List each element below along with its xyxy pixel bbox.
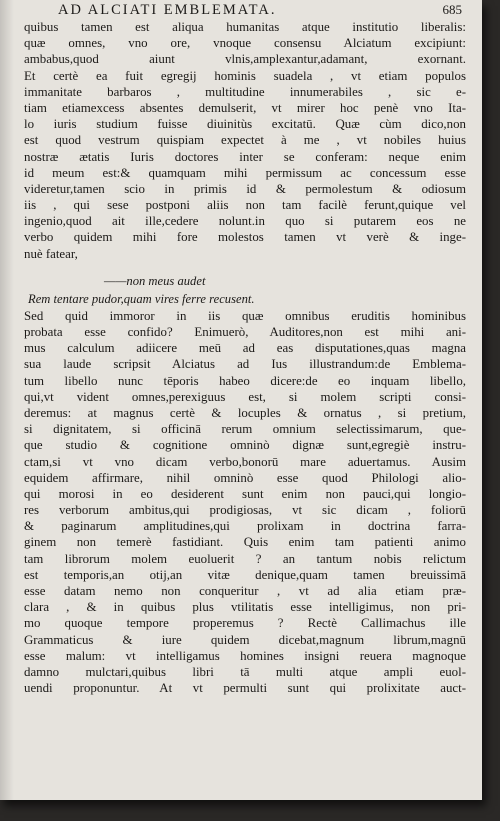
text-line: & paginarum amplitudines,qui prolixam in doctrina farra-	[24, 519, 466, 534]
body-text	[24, 19, 466, 696]
text-line: lo iuris studium fuisse diuinitùs excitatū. Quæ cùm dico,non	[24, 117, 466, 132]
text-line: mo quoque tempore properemus ? Rectè Callimachus ille	[24, 616, 466, 631]
quote-line-2: Rem tentare pudor,quam vires ferre recusent.	[28, 291, 255, 306]
text-line: tum libello nunc tēporis habeo dicere:de eo inquam libello,	[24, 373, 466, 388]
text-line: tam librorum molem euoluerit ? an tantum nobis relictum	[24, 551, 466, 566]
text-line: Sed quid immoror in iis quæ omnibus eruditis hominibus	[24, 308, 466, 323]
text-line: ambabus,quod aiunt vlnis,amplexantur,adamant, exornant.	[24, 52, 466, 67]
text-line: immanitate barbaros , multitudine innumerabiles , sic e-	[24, 84, 466, 99]
text-line: deremus: at magnus certè & locuples & ornatus , si pretium,	[24, 405, 466, 420]
text-line: est temporis,an otij,an vitæ denique,quam tamen breuissimā	[24, 567, 466, 582]
page-number: 685	[442, 2, 462, 17]
text-line: esse malum: vt intelligamus homines insigni reuera magnoque	[24, 648, 466, 663]
text-line: nuè fatear,	[24, 246, 78, 261]
text-line: Et certè ea fuit egregij hominis suadela , vt etiam populos	[24, 68, 466, 83]
text-line: quæ omnes, vno ore, vnoque consensu Alciatum excipiunt:	[24, 36, 466, 51]
text-line: probata esse confido? Enimuerò, Auditores,non est mihi ani-	[24, 325, 466, 339]
text-line: uendi proponuntur. At vt permulti sunt qui prolixitate auct-	[24, 681, 466, 696]
text-line: iis , qui sese postponi aliis non tam facilè ferunt,quique vel	[24, 198, 466, 213]
quote-line-1: ——non meus audet	[104, 273, 206, 288]
paragraph-1	[24, 19, 466, 262]
text-line: est quod vestrum quispiam expectet à me , vt nobiles huius	[24, 133, 466, 148]
text-line: videretur,tamen scio in primis id & permolestum & odiosum	[24, 181, 466, 196]
text-line: nostræ ætatis Iuris doctores inter se conferam: neque enim	[24, 149, 466, 164]
paragraph-2	[24, 308, 466, 697]
gutter-shadow	[0, 0, 14, 800]
text-line: tiam etiamexcess absentes demulserit, vt mirer hoc penè vno Ita-	[24, 100, 466, 115]
running-title: AD ALCIATI EMBLEMATA.	[58, 2, 277, 18]
text-line: damno mulctari,quibus libri tā multi atque ampli euol-	[24, 664, 466, 679]
text-line: quibus tamen est aliqua humanitas atque institutio liberalis:	[24, 20, 466, 34]
text-line: qui,vt vident omnes,perexiguus est, si molem scripti consi-	[24, 389, 466, 404]
text-line: id meum est:& quamquam mihi permissum ac concessum esse	[24, 165, 466, 180]
running-head	[58, 2, 462, 20]
text-line: si dignitatem, si officinā rerum omnium selectissimarum, que-	[24, 422, 466, 437]
text-line: esse datam nemo non conqueritur , vt ad alia etiam præ-	[24, 584, 466, 598]
text-line: ingenio,quod ait ille,cedere nolunt.in quo si putarem eos ne	[24, 214, 466, 229]
text-line: que studio & cognitione omninò dignæ sunt,egregiè instru-	[24, 438, 466, 453]
text-line: Grammaticus & iure quidem dicebat,magnum librum,magnū	[24, 632, 466, 647]
text-line: sua laude scripsit Alciatus ad Ius illustrandum:de Emblema-	[24, 357, 466, 372]
text-line: res verborum ambitus,qui prodigiosas, vt sic dicam , foliorū	[24, 503, 466, 518]
text-line: verbo quidem mihi fore molestos tamen vt verè & inge-	[24, 230, 466, 245]
text-line: qui morosi in eo desiderent sunt enim non pauci,qui longio-	[24, 486, 466, 501]
verse-quote	[24, 262, 466, 306]
text-line: ginem non temerè fastidiant. Quis enim tam patienti animo	[24, 535, 466, 550]
text-line: ctam,si vt vno dicam verbo,bonorū mare aduertamus. Ausim	[24, 454, 466, 469]
text-line: equidem affirmare, nihil omninò esse quod Philologi alio-	[24, 470, 466, 485]
text-line: clara , & in quibus plus vtilitatis esse intelligimus, non pri-	[24, 600, 466, 615]
text-line: mus calculum adiicere meū ad eas disputationes,quas magna	[24, 341, 466, 356]
